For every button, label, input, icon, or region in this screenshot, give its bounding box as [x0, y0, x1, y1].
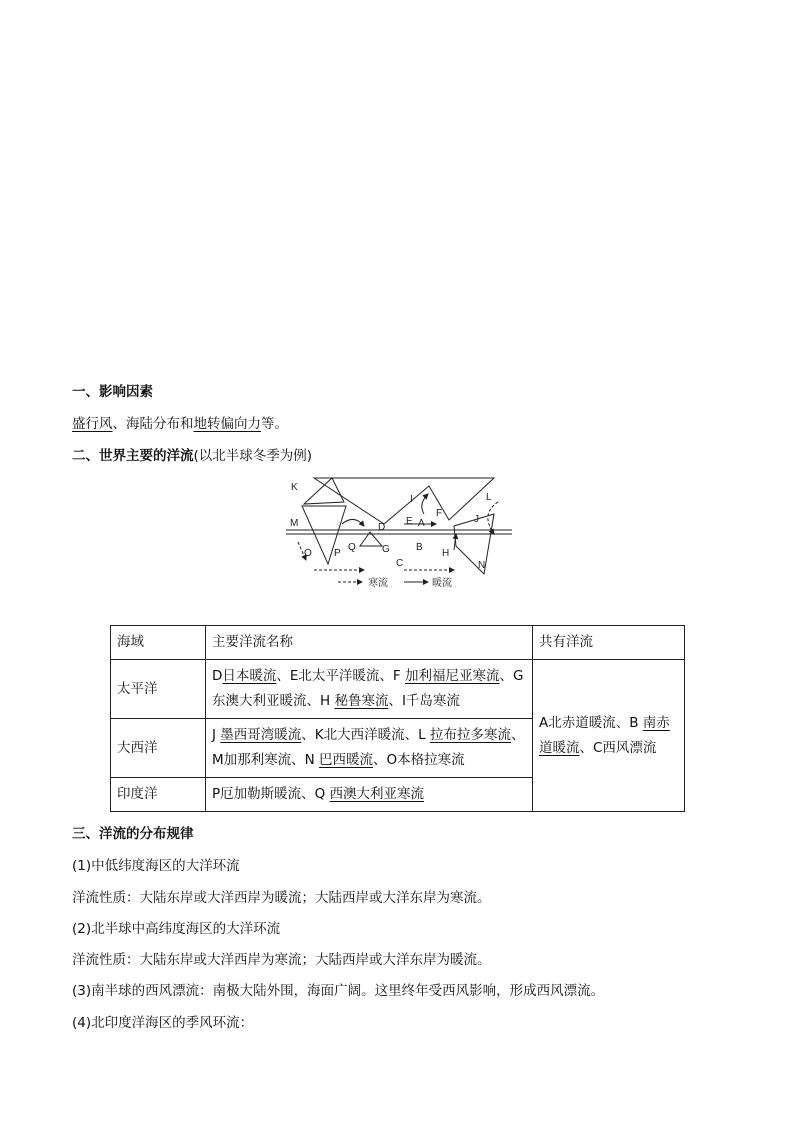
label-P: P [334, 548, 341, 559]
label-G: G [382, 544, 390, 555]
label-B: B [416, 542, 423, 553]
label-D: D [378, 522, 386, 533]
text-segment: 、海陆分布和 [112, 416, 194, 432]
label-Q: Q [348, 542, 356, 553]
label-K: K [291, 482, 298, 493]
heading-note: (以北半球冬季为例) [193, 448, 313, 464]
ocean-current-diagram [284, 474, 514, 592]
ocean-name: 太平洋 [111, 660, 206, 719]
header-currents: 主要洋流名称 [206, 626, 533, 660]
label-E: E [406, 516, 413, 527]
heading-main: 二、世界主要的洋流 [72, 448, 194, 464]
pattern-line: (2)北半球中高纬度海区的大洋环流 [72, 921, 281, 937]
label-C: C [396, 558, 404, 569]
label-N: N [478, 560, 486, 571]
header-ocean: 海域 [111, 626, 206, 660]
continent-outline [314, 478, 494, 524]
section-heading-currents [72, 444, 312, 464]
label-J: J [474, 514, 479, 525]
pattern-line: 洋流性质：大陆东岸或大洋西岸为寒流；大陆西岸或大洋东岸为暖流。 [72, 952, 491, 968]
pattern-line: (1)中低纬度海区的大洋环流 [72, 858, 240, 874]
table-header-row [111, 626, 685, 660]
label-F: F [436, 508, 443, 519]
text-segment: 盛行风 [72, 416, 113, 432]
pattern-line: 洋流性质：大陆东岸或大洋西岸为暖流；大陆西岸或大洋东岸为寒流。 [72, 890, 491, 906]
table-row [111, 660, 685, 719]
factors-text [72, 412, 288, 432]
legend-warm: 暖流 [432, 578, 452, 589]
legend-cold: 寒流 [368, 578, 388, 589]
header-shared: 共有洋流 [533, 626, 685, 660]
label-H: H [442, 548, 450, 559]
text-segment: 等。 [261, 416, 288, 432]
text-segment: 地转偏向力 [193, 416, 261, 432]
label-O: O [304, 548, 312, 559]
currents-cell: P厄加勒斯暖流、Q 西澳大利亚寒流 [206, 778, 533, 812]
ocean-name: 大西洋 [111, 719, 206, 778]
currents-cell: D日本暖流、E北太平洋暖流、F 加利福尼亚寒流、G东澳大利亚暖流、H 秘鲁寒流、I千岛寒流 [206, 660, 533, 719]
pattern-line: (3)南半球的西风漂流：南极大陆外围，海面广阔。这里终年受西风影响，形成西风漂流。 [72, 983, 605, 999]
currents-cell: J 墨西哥湾暖流、K北大西洋暖流、L 拉布拉多寒流、M加那利寒流、N 巴西暖流、O本格拉寒流 [206, 719, 533, 778]
shared-currents-cell: A北赤道暖流、B 南赤道暖流、C西风漂流 [533, 660, 685, 812]
label-A: A [418, 518, 425, 529]
section-heading-patterns: 三、洋流的分布规律 [72, 826, 194, 842]
ocean-name: 印度洋 [111, 778, 206, 812]
pattern-line: (4)北印度洋海区的季风环流： [72, 1015, 254, 1031]
continent-outline [304, 478, 344, 504]
label-L: L [486, 492, 492, 503]
section-heading-factors: 一、影响因素 [72, 384, 153, 400]
ocean-currents-table [110, 625, 685, 812]
label-I: I [410, 494, 413, 505]
label-M: M [290, 518, 299, 529]
